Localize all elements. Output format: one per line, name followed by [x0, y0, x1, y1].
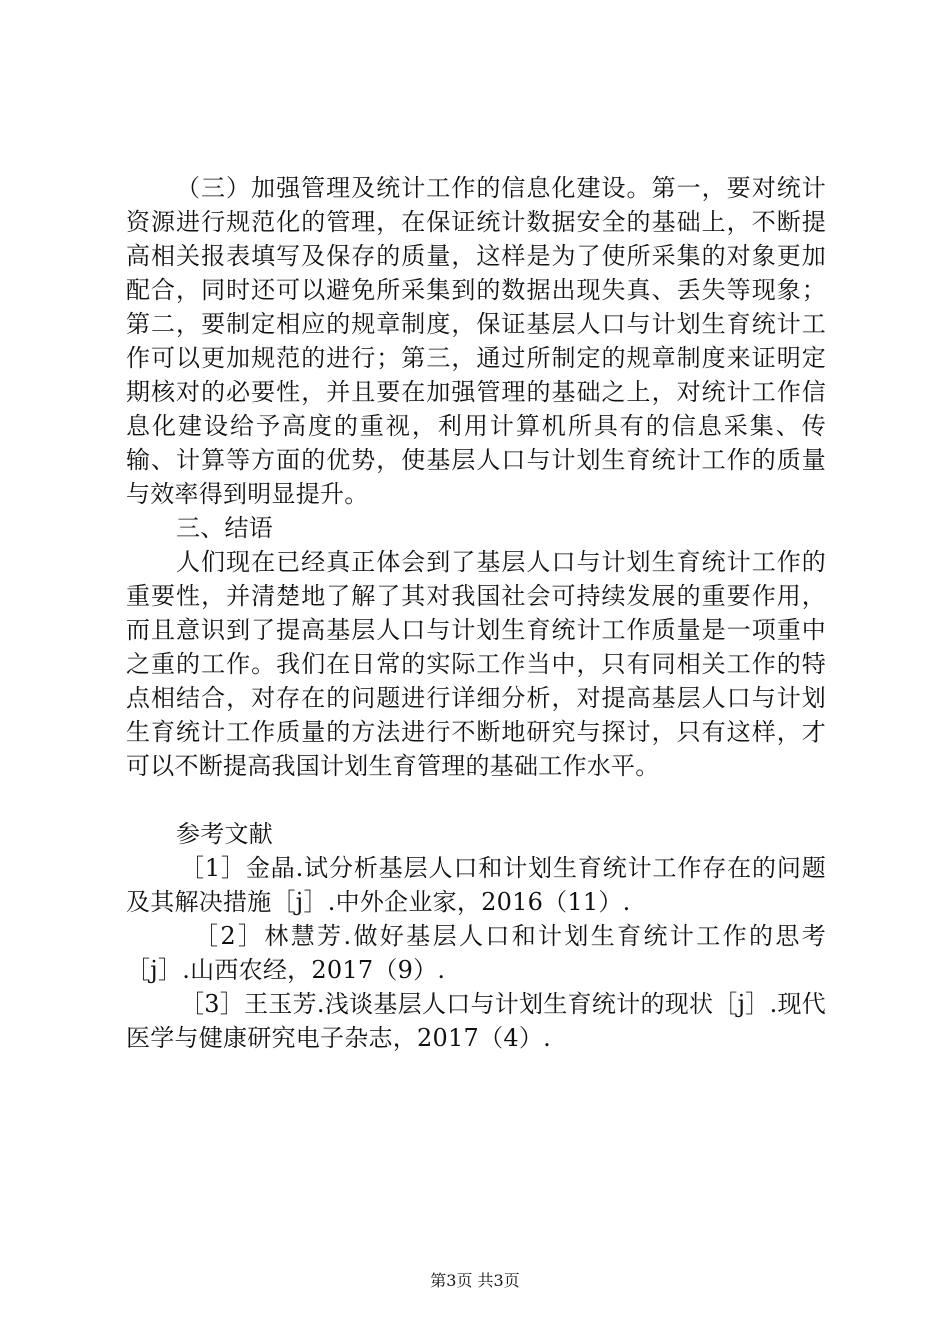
- conclusion-heading: 三、结语: [176, 514, 273, 542]
- section-three-paragraph: （三）加强管理及统计工作的信息化建设。第一，要对统计资源进行规范化的管理，在保证统计数据安全的基础上，不断提高相关报表填写及保存的质量，这样是为了使所采集的对象更加配合，同时还可以避免所采集到的数据出现失真、丢失等现象；第二，要制定相应的规章制度，保证基层人口与计划生育统计工作可以更加规范的进行；第三，通过所制定的规章制度来证明定期核对的必要性，并且要在加强管理的基础之上，对统计工作信息化建设给予高度的重视，利用计算机所具有的信息采集、传输、计算等方面的优势，使基层人口与计划生育统计工作的质量与效率得到明显提升。: [126, 174, 826, 508]
- reference-item-2: ［2］林慧芳.做好基层人口和计划生育统计工作的思考［j］.山西农经，2017（9）.: [126, 922, 826, 984]
- references-heading: 参考文献: [176, 820, 273, 848]
- reference-item-1: ［1］金晶.试分析基层人口和计划生育统计工作存在的问题及其解决措施［j］.中外企业家，2016（11）.: [126, 854, 826, 916]
- document-body: [126, 171, 826, 1055]
- page-footer: 第3页 共3页: [430, 1271, 520, 1290]
- conclusion-paragraph: 人们现在已经真正体会到了基层人口与计划生育统计工作的重要性，并清楚地了解了其对我国社会可持续发展的重要作用，而且意识到了提高基层人口与计划生育统计工作质量是一项重中之重的工作。我们在日常的实际工作当中，只有同相关工作的特点相结合，对存在的问题进行详细分析，对提高基层人口与计划生育统计工作质量的方法进行不断地研究与探讨，只有这样，才可以不断提高我国计划生育管理的基础工作水平。: [126, 548, 826, 780]
- reference-item-3: ［3］王玉芳.浅谈基层人口与计划生育统计的现状［j］.现代医学与健康研究电子杂志，2017（4）.: [126, 990, 826, 1052]
- blank-line: [126, 783, 826, 817]
